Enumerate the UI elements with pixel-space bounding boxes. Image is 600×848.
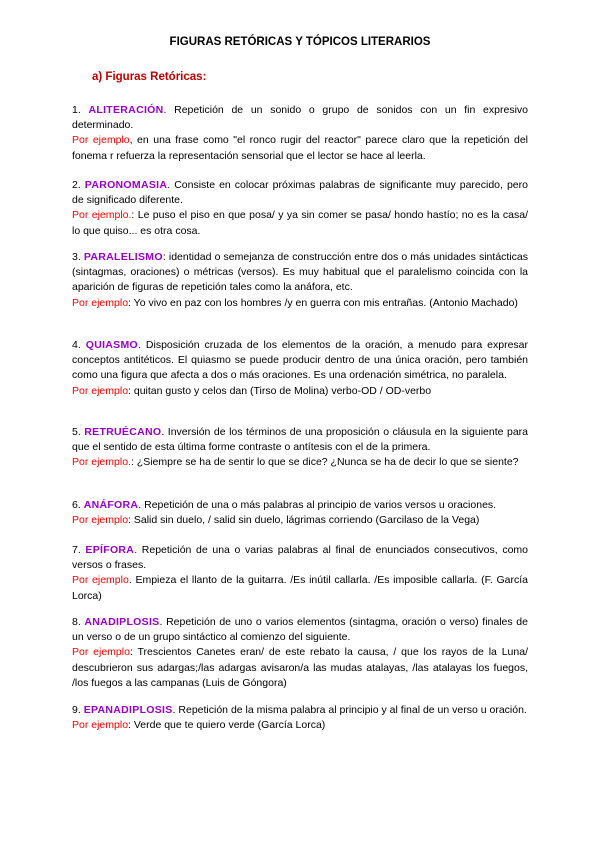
item-definition bbox=[72, 103, 528, 133]
list-item-anadiplosis bbox=[72, 615, 528, 691]
item-example bbox=[72, 513, 528, 528]
item-number: 2. bbox=[72, 179, 85, 191]
item-term: RETRUÉCANO bbox=[84, 426, 162, 438]
list-item-aliteracion bbox=[72, 103, 528, 164]
item-example bbox=[72, 208, 528, 238]
item-def: . Repetición de una o varias palabras al final de enunciados consecutivos, como versos o frases. bbox=[72, 544, 528, 572]
item-def: . Disposición cruzada de los elementos de la oración, a menudo para expresar conceptos antitéticos. El quiasmo se puede producir dentro de una única oración, pero también como una figura que afecta a dos o más oraciones. Es una ordenación simétrica, no paralela. bbox=[72, 339, 528, 382]
item-number: 8. bbox=[72, 616, 85, 628]
item-number: 1. bbox=[72, 104, 89, 116]
example-text: : Le puso el piso en que posa/ y ya sin comer se pasa/ hondo hastío; no es la casa/ lo que quiso... es otra cosa. bbox=[72, 209, 528, 237]
example-label: Por ejemplo. bbox=[72, 456, 131, 469]
item-def: . Repetición de uno o varios elementos (sintagma, oración o verso) finales de un verso o de un grupo sintáctico al comienzo del siguiente. bbox=[72, 616, 528, 644]
item-term: EPÍFORA bbox=[85, 544, 135, 556]
example-label: Por ejemplo bbox=[72, 296, 129, 309]
example-label: Por ejemplo bbox=[72, 719, 129, 732]
item-term: PARALELISMO bbox=[83, 251, 163, 263]
item-example bbox=[72, 384, 528, 399]
list-item-epifora bbox=[72, 543, 528, 604]
item-definition bbox=[72, 498, 528, 513]
example-text: : Trescientos Canetes eran/ de este rebato la causa, / que los rayos de la Luna/ descubrieron sus adargas;/las adargas avisaron/a las mudas atalayas, /las atalayas los fuegos, /los fuegos a las campanas (Luis de Góngora) bbox=[72, 646, 528, 689]
example-label: Por ejemplo bbox=[72, 384, 129, 397]
item-term: ALITERACIÓN bbox=[88, 104, 164, 116]
example-label: Por ejemplo bbox=[72, 514, 129, 527]
example-label: Por ejemplo. bbox=[72, 209, 132, 222]
item-def: . Consiste en colocar próximas palabras de significante muy parecido, pero de significado diferente. bbox=[72, 179, 528, 207]
item-term: ANÁFORA bbox=[83, 499, 139, 511]
item-def: . Repetición de una o más palabras al principio de varios versos u oraciones. bbox=[138, 499, 497, 511]
item-term: EPANADIPLOSIS bbox=[83, 704, 173, 716]
item-definition bbox=[72, 178, 528, 208]
item-number: 9. bbox=[72, 704, 84, 716]
example-text: : Salid sin duelo, / salid sin duelo, lágrimas corriendo (Garcilaso de la Vega) bbox=[128, 514, 480, 527]
example-label: Por ejemplo bbox=[72, 646, 130, 659]
item-definition bbox=[72, 338, 528, 384]
example-text: : ¿Siempre se ha de sentir lo que se dice? ¿Nunca se ha de decir lo que se siente? bbox=[130, 456, 519, 469]
item-number: 5. bbox=[72, 426, 85, 438]
item-term: ANADIPLOSIS bbox=[84, 616, 160, 628]
item-example bbox=[72, 573, 528, 603]
example-label: Por ejemplo bbox=[72, 134, 130, 147]
item-definition bbox=[72, 250, 528, 296]
item-def: . Repetición de la misma palabra al principio y al final de un verso u oración. bbox=[172, 704, 527, 716]
section-heading: a) Figuras Retóricas: bbox=[92, 71, 207, 83]
item-example bbox=[72, 718, 528, 733]
example-text: : Yo vivo en paz con los hombres /y en guerra con mis entrañas. (Antonio Machado) bbox=[128, 296, 518, 309]
list-item-paronomasia bbox=[72, 178, 528, 239]
list-item-epanadiplosis bbox=[72, 703, 528, 733]
item-number: 4. bbox=[72, 339, 86, 351]
example-text: . Empieza el llanto de la guitarra. /Es inútil callarla. /Es imposible callarla. (F. García Lorca) bbox=[72, 574, 528, 602]
item-def: . Repetición de un sonido o grupo de sonidos con un fin expresivo determinado. bbox=[72, 104, 528, 132]
item-number: 3. bbox=[72, 251, 84, 263]
item-number: 6. bbox=[72, 499, 84, 511]
item-definition bbox=[72, 703, 528, 718]
list-item-retruecano bbox=[72, 425, 528, 471]
item-def: . Inversión de los términos de una proposición o cláusula en la siguiente para que el sentido de esta última forme contraste o antítesis con el de la primera. bbox=[72, 426, 528, 454]
item-def: : identidad o semejanza de construcción entre dos o más unidades sintácticas (sintagmas, oraciones) o métricas (versos). Es muy habitual que el paralelismo coincida con la aparición de figuras de repetición tales como la anáfora, etc. bbox=[72, 251, 528, 294]
example-label: Por ejemplo bbox=[72, 574, 129, 587]
item-definition bbox=[72, 543, 528, 573]
item-example bbox=[72, 455, 528, 470]
item-definition bbox=[72, 615, 528, 645]
list-item-paralelismo bbox=[72, 250, 528, 311]
item-example bbox=[72, 296, 528, 311]
page-title: FIGURAS RETÓRICAS Y TÓPICOS LITERARIOS bbox=[169, 36, 431, 48]
example-text: , en una frase como "el ronco rugir del reactor" parece claro que la repetición del fonema r refuerza la representación sensorial que el lector se hace al leerla. bbox=[72, 134, 529, 162]
example-text: : Verde que te quiero verde (García Lorca) bbox=[128, 719, 326, 732]
item-example bbox=[72, 133, 528, 163]
list-item-quiasmo bbox=[72, 338, 528, 399]
item-number: 7. bbox=[72, 544, 86, 556]
item-term: PARONOMASIA bbox=[84, 179, 168, 191]
list-item-anafora bbox=[72, 498, 528, 528]
item-term: QUIASMO bbox=[85, 339, 139, 351]
example-text: : quitan gusto y celos dan (Tirso de Molina) verbo-OD / OD-verbo bbox=[128, 384, 432, 397]
item-definition bbox=[72, 425, 528, 455]
item-example bbox=[72, 645, 528, 691]
